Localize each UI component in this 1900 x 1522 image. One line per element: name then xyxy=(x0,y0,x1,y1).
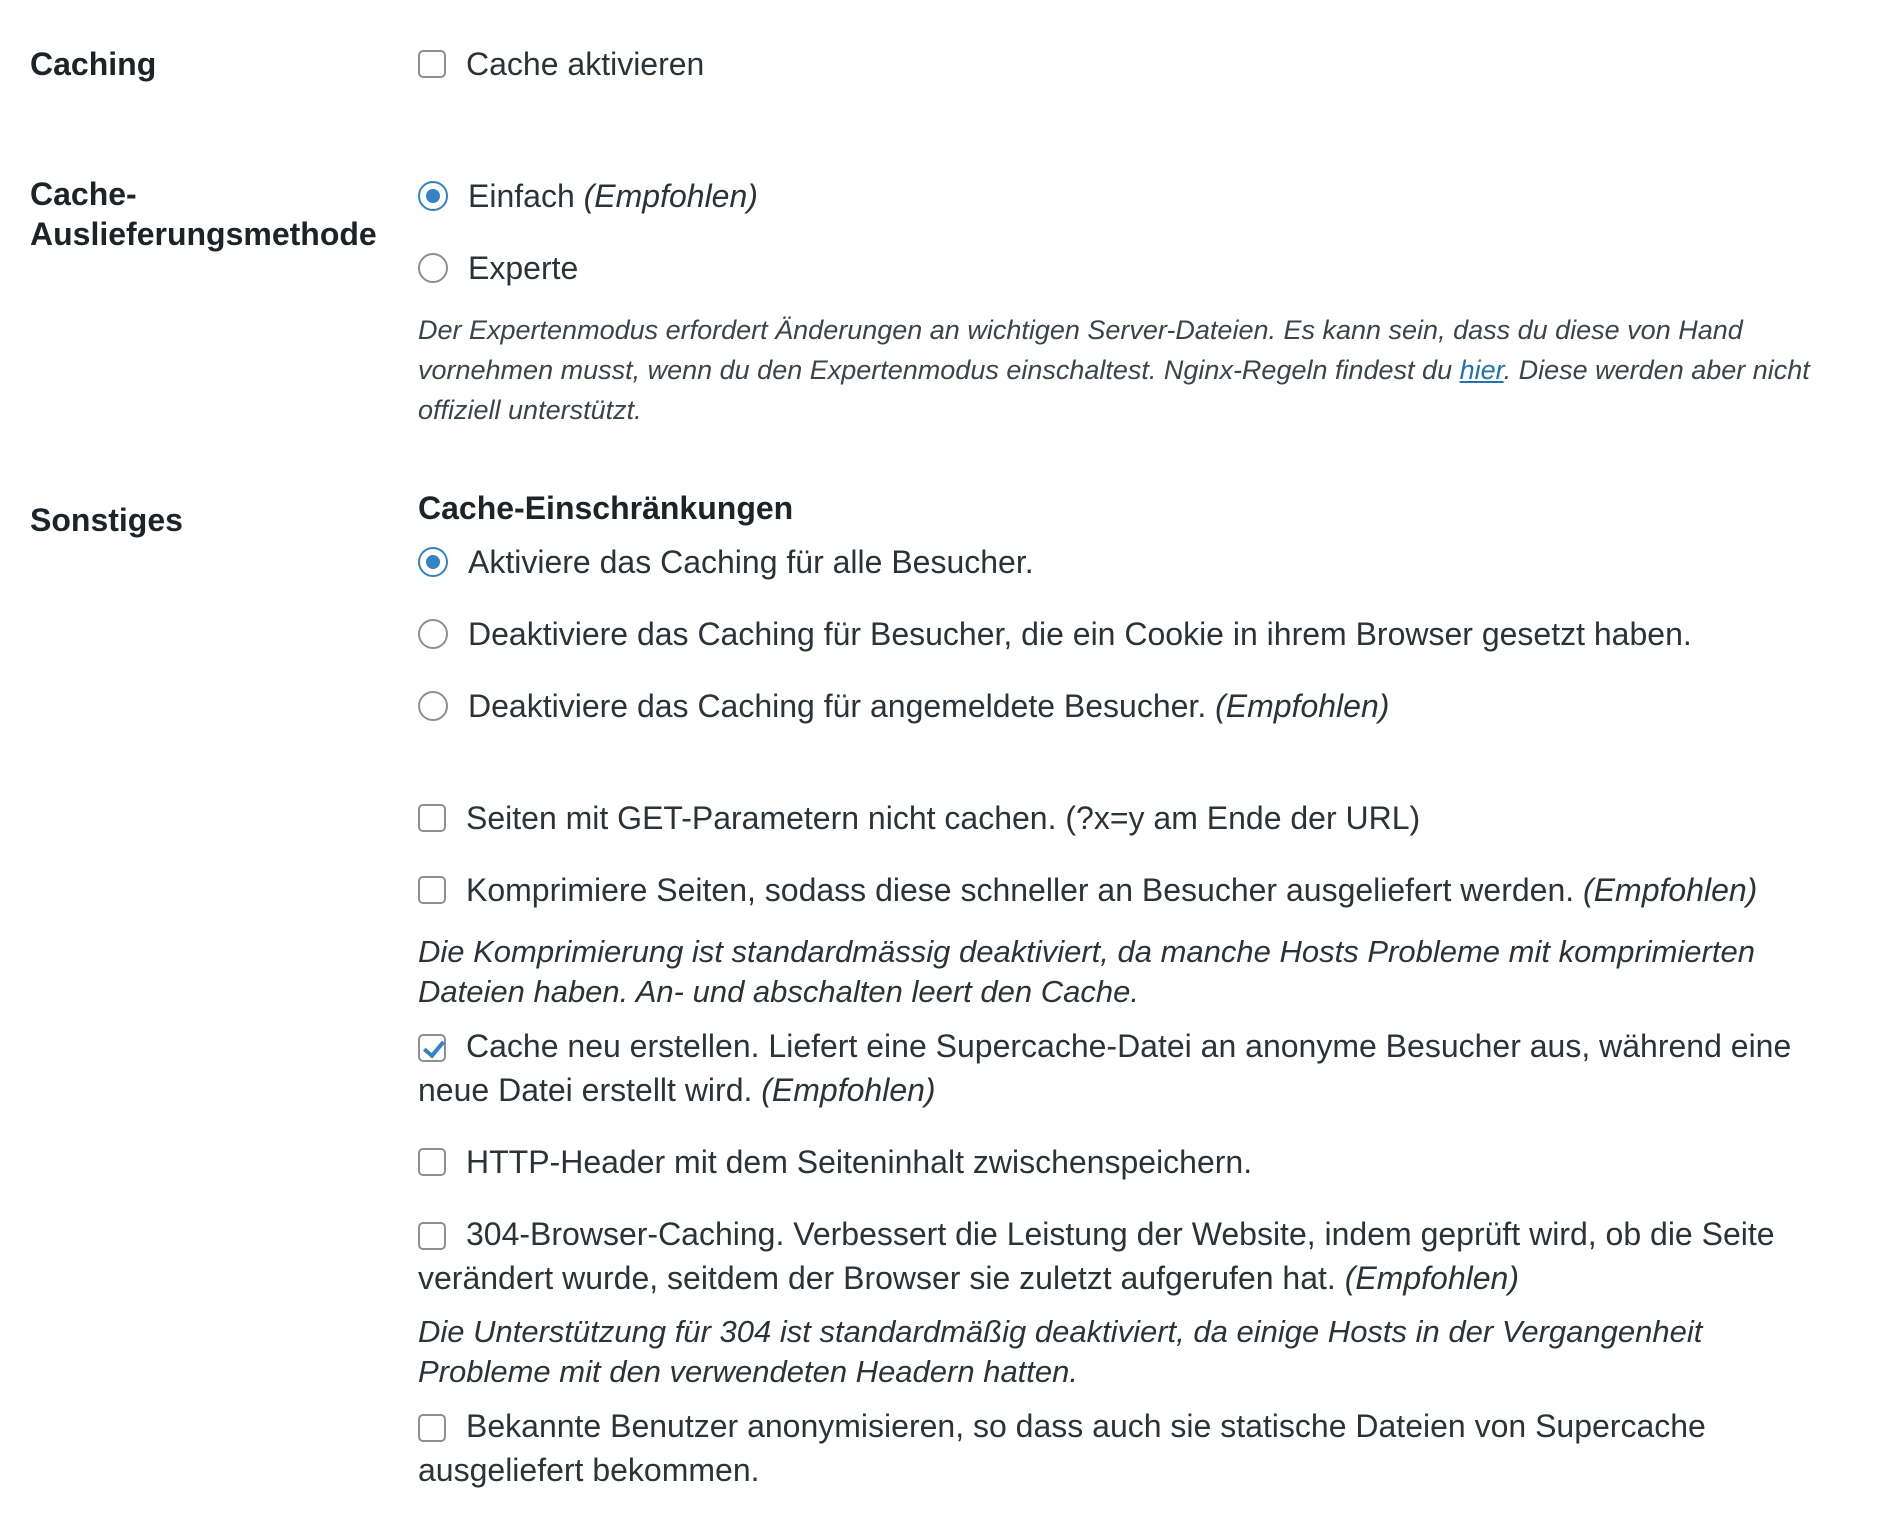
delivery-simple-label: Einfach xyxy=(468,178,575,214)
restriction-cookie-option[interactable] xyxy=(418,612,1870,656)
delivery-expert-radio[interactable] xyxy=(418,253,448,283)
recommended-note: (Empfohlen) xyxy=(1344,1260,1519,1296)
restriction-logged-in-option[interactable] xyxy=(418,684,1870,728)
caching-field xyxy=(418,42,1870,86)
http-headers-label: HTTP-Header mit dem Seiteninhalt zwischenspeichern. xyxy=(466,1144,1253,1180)
enable-cache-checkbox[interactable] xyxy=(418,50,446,78)
browser-304-option[interactable] xyxy=(418,1212,1838,1300)
get-params-checkbox[interactable] xyxy=(418,804,446,832)
restriction-logged-in-radio[interactable] xyxy=(418,691,448,721)
enable-cache-label: Cache aktivieren xyxy=(466,46,705,82)
anonymize-users-label: Bekannte Benutzer anonymisieren, so dass auch sie statische Dateien von Supercache ausgeliefert bekommen. xyxy=(418,1408,1706,1488)
rebuild-cache-label: Cache neu erstellen. Liefert eine Supercache-Datei an anonyme Besucher aus, während eine neue Datei erstellt wird. xyxy=(418,1028,1792,1108)
caching-label: Caching xyxy=(30,46,157,82)
http-headers-option[interactable] xyxy=(418,1140,1870,1184)
restriction-logged-in-label: Deaktiviere das Caching für angemeldete Besucher. xyxy=(468,688,1207,724)
anonymize-users-checkbox[interactable] xyxy=(418,1414,446,1442)
rebuild-cache-checkbox[interactable] xyxy=(418,1034,446,1062)
browser-304-label: 304-Browser-Caching. Verbessert die Leistung der Website, indem geprüft wird, ob die Seite verändert wurde, seitdem der Browser sie zuletzt aufgerufen hat. xyxy=(418,1216,1775,1296)
recommended-note: (Empfohlen) xyxy=(761,1072,936,1108)
anonymize-users-option[interactable] xyxy=(418,1404,1838,1492)
delivery-method-label: Cache-Auslieferungsmethode xyxy=(30,176,377,252)
cache-restrictions-heading: Cache-Einschränkungen xyxy=(418,490,794,526)
recommended-note: (Empfohlen) xyxy=(583,178,758,214)
delivery-simple-option[interactable] xyxy=(418,174,1870,218)
expert-desc-tail: . Diese werden aber nicht offiziell unterstützt. xyxy=(418,355,1810,425)
recommended-note: (Empfohlen) xyxy=(1215,688,1390,724)
restriction-cookie-radio[interactable] xyxy=(418,619,448,649)
delivery-expert-option[interactable] xyxy=(418,246,1870,290)
expert-desc-text: Der Expertenmodus erfordert Änderungen an wichtigen Server-Dateien. Es kann sein, dass du diese von Hand vornehmen musst, wenn du den Expertenmodus einschaltest. Nginx-Regeln findest du xyxy=(418,315,1743,385)
misc-label: Sonstiges xyxy=(30,502,183,538)
compress-label: Komprimiere Seiten, sodass diese schneller an Besucher ausgeliefert werden. xyxy=(466,872,1575,908)
enable-cache-option[interactable] xyxy=(418,42,1870,86)
http-headers-checkbox[interactable] xyxy=(418,1148,446,1176)
get-params-label: Seiten mit GET-Parametern nicht cachen. (?x=y am Ende der URL) xyxy=(466,800,1421,836)
delivery-expert-label: Experte xyxy=(468,250,579,286)
compress-option[interactable] xyxy=(418,868,1870,912)
restriction-all-visitors-label: Aktiviere das Caching für alle Besucher. xyxy=(468,544,1034,580)
expert-mode-description xyxy=(418,310,1838,430)
compress-checkbox[interactable] xyxy=(418,876,446,904)
restriction-all-visitors-radio[interactable] xyxy=(418,547,448,577)
rebuild-cache-option[interactable] xyxy=(418,1024,1838,1112)
recommended-note: (Empfohlen) xyxy=(1583,872,1758,908)
browser-304-description: Die Unterstützung für 304 ist standardmäßig deaktiviert, da einige Hosts in der Vergangenheit Probleme mit den verwendeten Headern hatten. xyxy=(418,1314,1703,1389)
delivery-simple-radio[interactable] xyxy=(418,181,448,211)
nginx-rules-link[interactable]: hier xyxy=(1459,355,1504,385)
restriction-cookie-label: Deaktiviere das Caching für Besucher, die ein Cookie in ihrem Browser gesetzt haben. xyxy=(468,616,1692,652)
get-params-option[interactable] xyxy=(418,796,1870,840)
browser-304-checkbox[interactable] xyxy=(418,1222,446,1250)
compress-description: Die Komprimierung ist standardmässig deaktiviert, da manche Hosts Probleme mit komprimierten Dateien haben. An- und abschalten leert den Cache. xyxy=(418,934,1755,1009)
restriction-all-visitors-option[interactable] xyxy=(418,540,1870,584)
